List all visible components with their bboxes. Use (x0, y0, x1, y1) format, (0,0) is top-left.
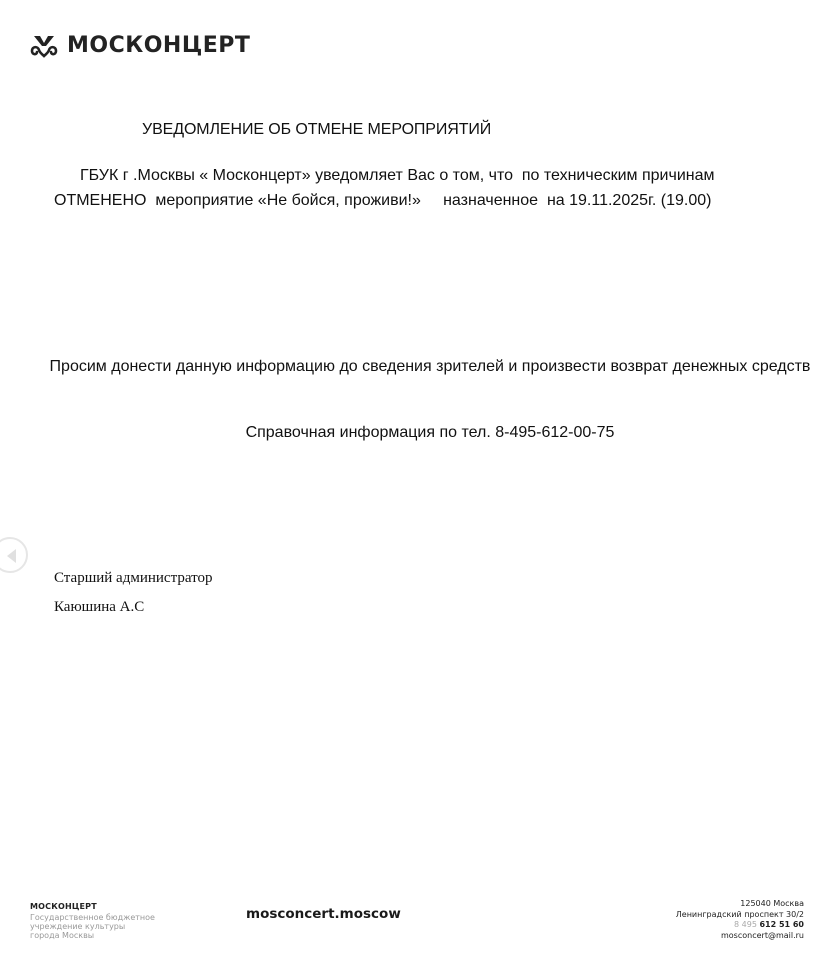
footer-org-desc-3: города Москвы (30, 931, 95, 940)
notice-paragraph (54, 163, 794, 213)
footer-email-link[interactable]: mosconcert@mail.ru (720, 930, 804, 940)
document-title: УВЕДОМЛЕНИЕ ОБ ОТМЕНЕ МЕРОПРИЯТИЙ (142, 121, 492, 138)
footer-phone-number: 612 51 60 (759, 920, 804, 929)
footer-organization (30, 902, 155, 940)
footer-org-desc-2: учреждение культуры (30, 922, 126, 931)
chevron-left-icon (7, 549, 16, 563)
footer-org-name: МОСКОНЦЕРТ (30, 902, 97, 911)
footer-address-street: Ленинградский проспект 30/2 (675, 909, 804, 919)
footer-phone (676, 920, 804, 931)
signer-name: Каюшина А.С (54, 599, 145, 615)
footer-address-city: 125040 Москва (740, 899, 804, 908)
mosconcert-emblem-icon (29, 34, 59, 58)
notice-line-1: ГБУК г .Москвы « Москонцерт» уведомляет Вас о том, что по техническим причинам (80, 167, 715, 184)
header-logo (29, 33, 250, 58)
logo-text: МОСКОНЦЕРТ (67, 33, 251, 58)
footer-org-desc-1: Государственное бюджетное (30, 913, 155, 922)
footer-website-link[interactable]: mosconcert.moscow (246, 906, 401, 922)
footer-contacts (676, 899, 804, 941)
signer-role: Старший администратор (54, 570, 213, 586)
footer-phone-code: 8 495 (734, 920, 757, 929)
previous-page-button[interactable] (0, 537, 28, 573)
phone-info: Справочная информация по тел. 8-495-612-00-75 (245, 424, 615, 441)
notice-line-2: ОТМЕНЕНО мероприятие «Не бойся, проживи!» назначенное на 19.11.2025г. (19.00) (54, 192, 712, 209)
request-paragraph: Просим донести данную информацию до сведения зрителей и произвести возврат денежных средств (49, 358, 811, 375)
